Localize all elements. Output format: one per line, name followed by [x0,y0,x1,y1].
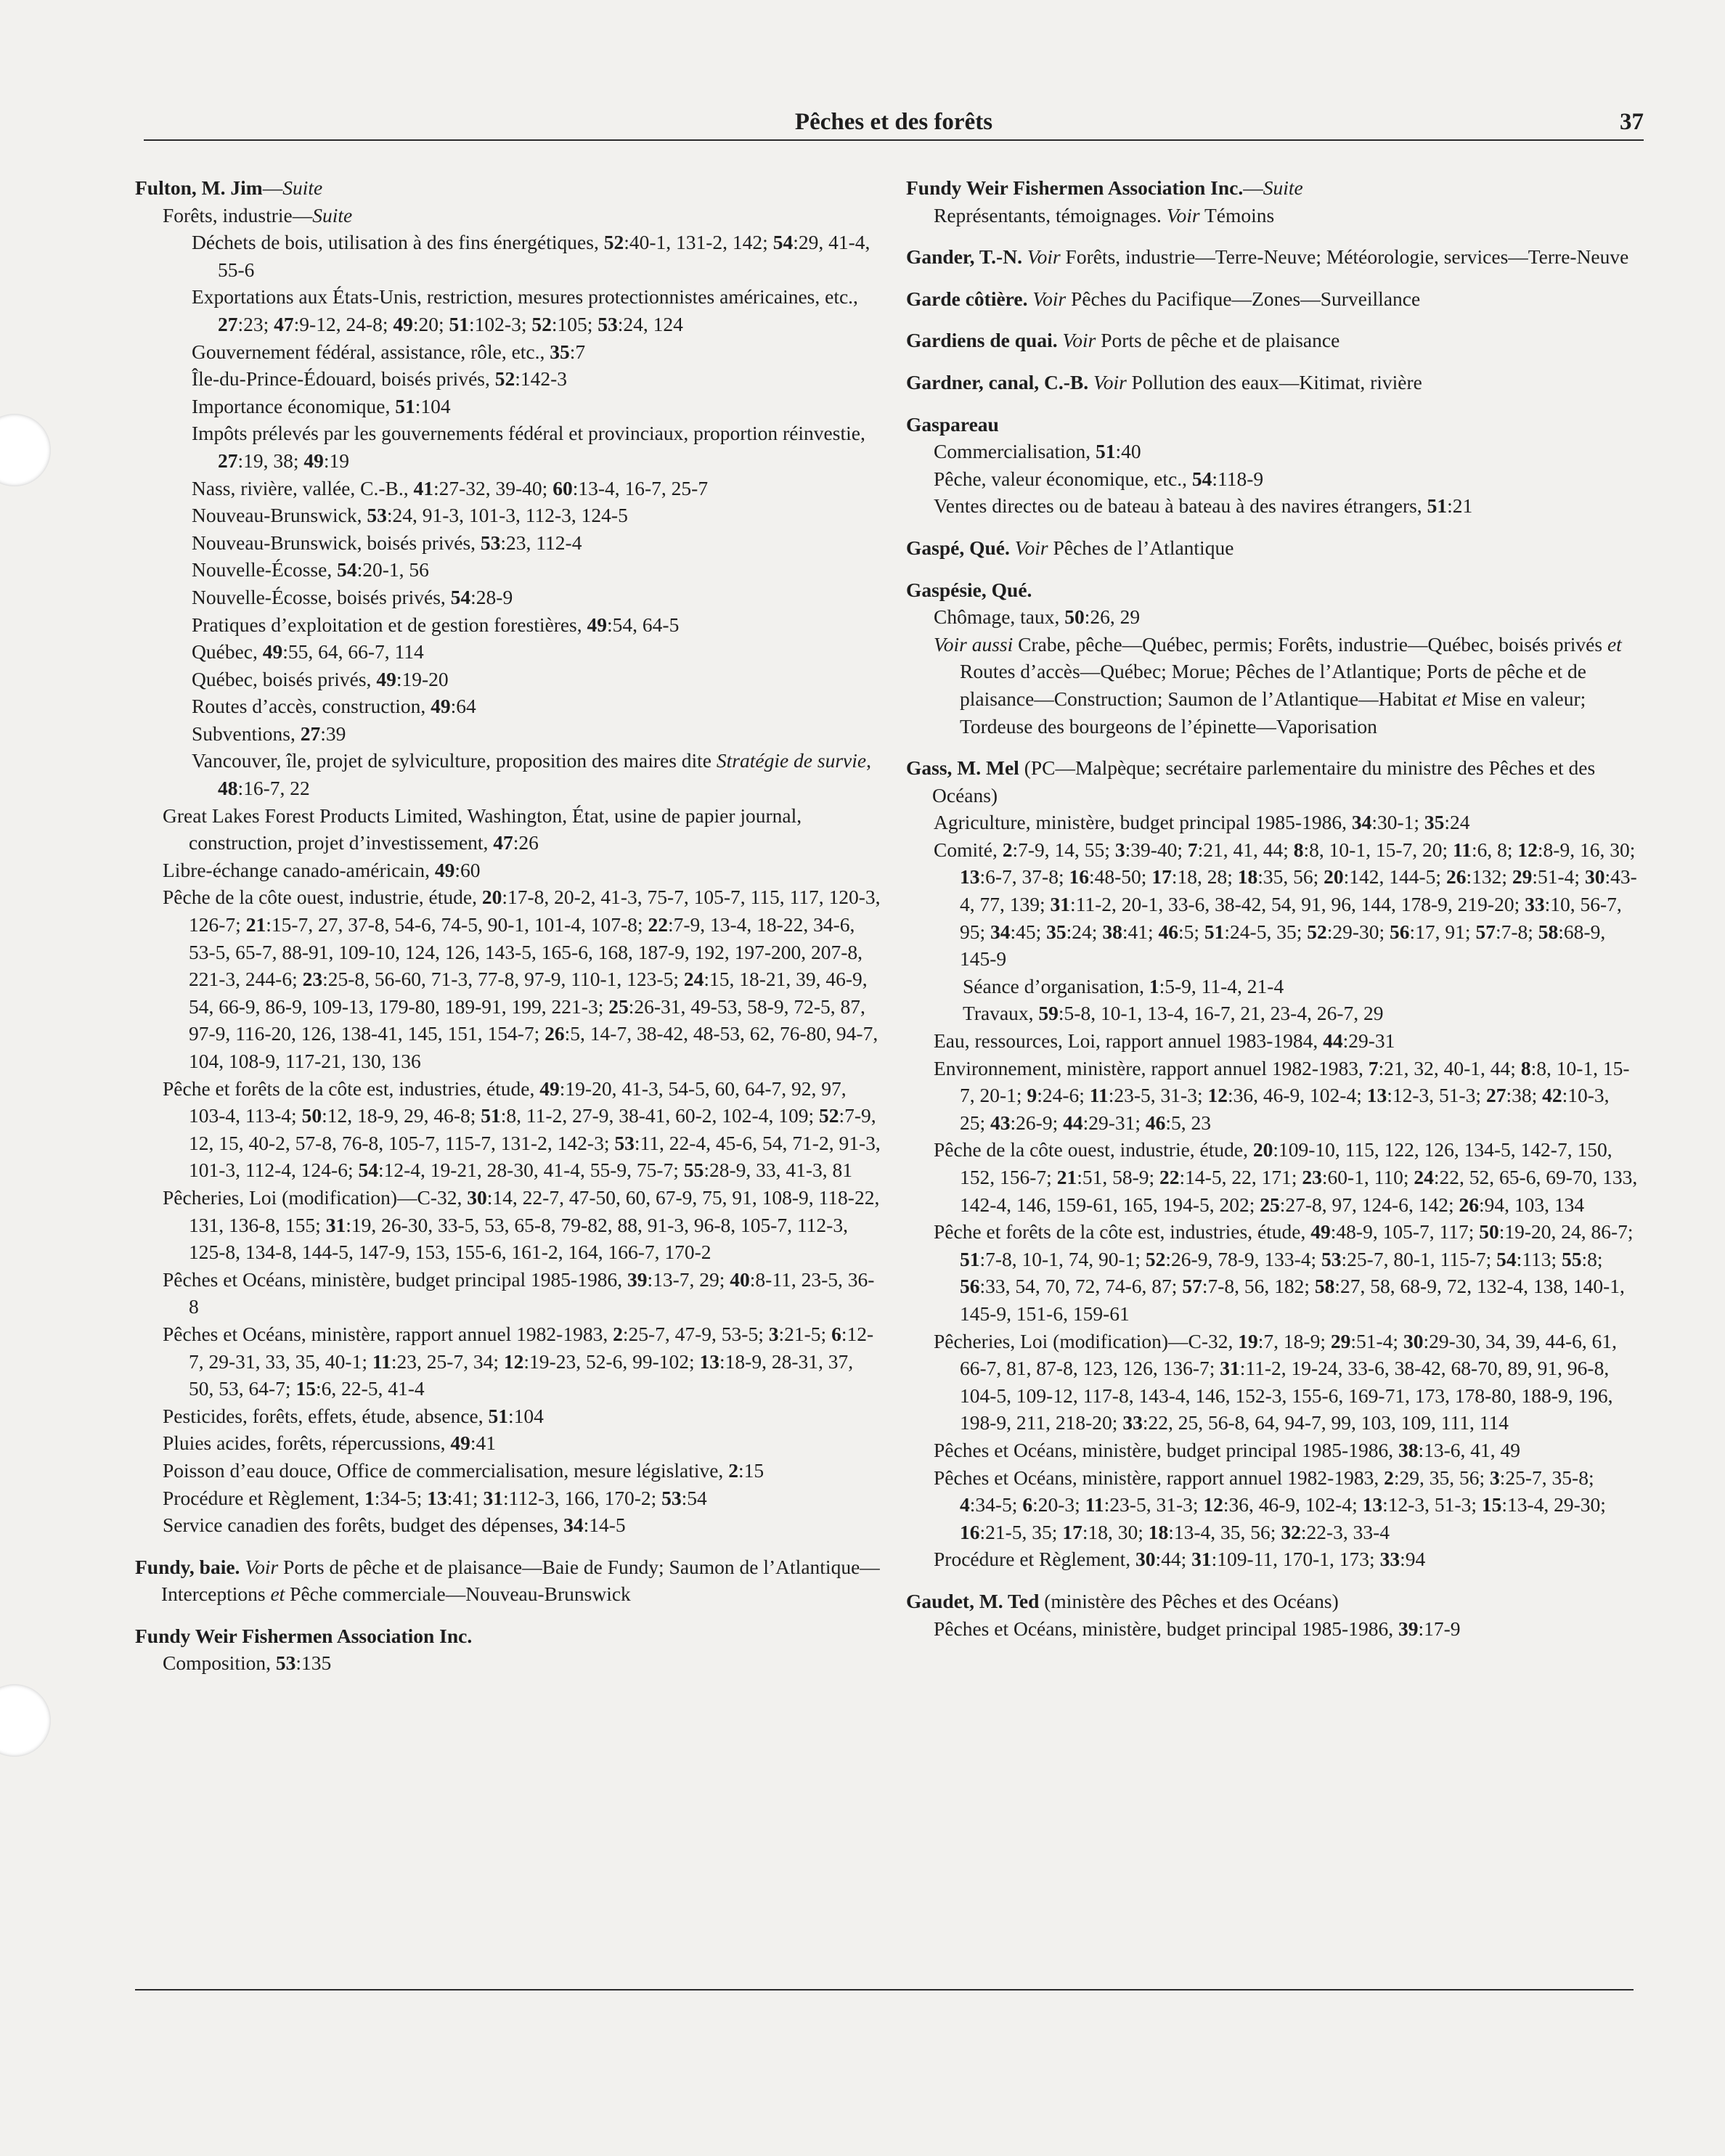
index-entry: Île-du-Prince-Édouard, boisés privés, 52:142-3 [192,367,568,391]
index-entry: Pêches et Océans, ministère, budget principal 1985-1986, 39:17-9 [934,1617,1461,1640]
index-entry: Pratiques d’exploitation et de gestion forestières, 49:54, 64-5 [192,613,680,636]
index-entry: Service canadien des forêts, budget des dépenses, 34:14-5 [163,1514,626,1537]
index-entry: Gaspésie, Qué. [906,578,1032,601]
index-entry: Gaudet, M. Ted (ministère des Pêches et des Océans) [906,1589,1339,1612]
index-entry: Procédure et Règlement, 30:44; 31:109-11, 170-1, 173; 33:94 [934,1548,1426,1571]
page-header [144,109,1644,144]
header-rule [144,139,1644,141]
index-entry: Exportations aux États-Unis, restriction, mesures protectionnistes américaines, etc., 27:23; 47:9-12, 24-8; 49:20; 51:102-3; 52:105; 53:24, 124 [192,285,858,335]
index-entry: Gouvernement fédéral, assistance, rôle, etc., 35:7 [192,340,586,363]
index-entry: Pluies acides, forêts, répercussions, 49:41 [163,1432,497,1455]
index-entry: Eau, ressources, Loi, rapport annuel 1983-1984, 44:29-31 [934,1029,1395,1053]
index-entry: Importance économique, 51:104 [192,394,451,417]
index-entry: Poisson d’eau douce, Office de commercialisation, mesure législative, 2:15 [163,1458,764,1482]
index-entry: Pêche, valeur économique, etc., 54:118-9 [934,467,1264,490]
index-column-left [135,174,883,1677]
index-entry: Pêche et forêts de la côte est, industries, étude, 49:19-20, 41-3, 54-5, 60, 64-7, 92, 97, 103-4, 113-4; 50:12, 18-9, 29, 46-8; 51:8, 11-2, 27-9, 38-41, 60-2, 102-4, 109; 52:7-9, 12, 15, 40-2, 57-8, 76-8, 105-7, 115-7, 131-2, 142-3; 53:11, 22-4, 45-6, 54, 71-2, 91-3, 101-3, 112-4, 124-6; 54:12-4, 19-21, 28-30, 41-4, 55-9, 75-7; 55:28-9, 33, 41-3, 81 [163,1077,881,1182]
index-entry: Pesticides, forêts, effets, étude, absence, 51:104 [163,1404,544,1427]
index-entry: Fundy Weir Fishermen Association Inc. [135,1624,473,1647]
index-entry: Pêche de la côte ouest, industrie, étude, 20:109-10, 115, 122, 126, 134-5, 142-7, 150, 152, 156-7; 21:51, 58-9; 22:14-5, 22, 171; 23:60-1, 110; 24:22, 52, 65-6, 69-70, 133, 142-4, 146, 159-61, 165, 194-5, 202; 25:27-8, 97, 124-6, 142; 26:94, 103, 134 [934,1138,1638,1216]
index-entry: Nouvelle-Écosse, boisés privés, 54:28-9 [192,585,513,608]
index-entry: Voir aussi Crabe, pêche—Québec, permis; Forêts, industrie—Québec, boisés privés et Routes d’accès—Québec; Morue; Pêches de l’Atlantique; Ports de pêche et de plaisance—Construction; Saumon de l’Atlantique—Habitat et Mise en valeur; Tordeuse des bourgeons de l’épinette—Vaporisation [934,632,1622,738]
index-entry: Gaspareau [906,412,999,436]
index-entry: Commercialisation, 51:40 [934,440,1141,463]
index-entry: Pêches et Océans, ministère, budget principal 1985-1986, 38:13-6, 41, 49 [934,1438,1521,1461]
index-entry: Garde côtière. Voir Pêches du Pacifique—Zones—Surveillance [906,287,1421,310]
index-entry: Ventes directes ou de bateau à bateau à des navires étrangers, 51:21 [934,494,1473,518]
index-entry: Pêches et Océans, ministère, budget principal 1985-1986, 39:13-7, 29; 40:8-11, 23-5, 36-8 [163,1267,875,1318]
index-entry: Pêche et forêts de la côte est, industries, étude, 49:48-9, 105-7, 117; 50:19-20, 24, 86-7; 51:7-8, 10-1, 74, 90-1; 52:26-9, 78-9, 133-4; 53:25-7, 80-1, 115-7; 54:113; 55:8; 56:33, 54, 70, 72, 74-6, 87; 57:7-8, 56, 182; 58:27, 58, 68-9, 72, 132-4, 138, 140-1, 145-9, 151-6, 159-61 [934,1220,1634,1325]
index-entry: Québec, 49:55, 64, 66-7, 114 [192,640,424,663]
index-entry: Vancouver, île, projet de sylviculture, proposition des maires dite Stratégie de survie, 48:16-7, 22 [192,749,871,800]
index-entry: Nouvelle-Écosse, 54:20-1, 56 [192,558,429,581]
index-entry: Gaspé, Qué. Voir Pêches de l’Atlantique [906,536,1234,559]
index-entry: Impôts prélevés par les gouvernements fédéral et provinciaux, proportion réinvestie, 27:19, 38; 49:19 [192,422,865,472]
index-entry: Gardner, canal, C.-B. Voir Pollution des eaux—Kitimat, rivière [906,370,1422,393]
index-entry: Pêche de la côte ouest, industrie, étude, 20:17-8, 20-2, 41-3, 75-7, 105-7, 115, 117, 120-3, 126-7; 21:15-7, 27, 37-8, 54-6, 74-5, 90-1, 101-4, 107-8; 22:7-9, 13-4, 18-22, 34-6, 53-5, 65-7, 88-91, 109-10, 124, 126, 143-5, 165-6, 168, 187-9, 192, 197-200, 207-8, 221-3, 244-6; 23:25-8, 56-60, 71-3, 77-8, 97-9, 110-1, 123-5; 24:15, 18-21, 39, 46-9, 54, 66-9, 86-9, 109-13, 179-80, 189-91, 199, 221-3; 25:26-31, 49-53, 58-9, 72-5, 87, 97-9, 116-20, 126, 138-41, 145, 151, 154-7; 26:5, 14-7, 38-42, 48-53, 62, 76-80, 94-7, 104, 108-9, 117-21, 130, 136 [163,886,881,1072]
index-entry: Forêts, industrie—Suite [163,203,353,226]
index-entry: Gass, M. Mel (PC—Malpèque; secrétaire parlementaire du ministre des Pêches et des Océans) [906,756,1596,807]
index-entry: Déchets de bois, utilisation à des fins énergétiques, 52:40-1, 131-2, 142; 54:29, 41-4, 55-6 [192,231,870,281]
index-entry: Pêcheries, Loi (modification)—C-32, 19:7, 18-9; 29:51-4; 30:29-30, 34, 39, 44-6, 61, 66-7, 81, 87-8, 123, 126, 136-7; 31:11-2, 19-24, 33-6, 38-42, 68-70, 89, 91, 96-8, 104-5, 109-12, 117-8, 143-4, 146, 152-3, 155-6, 169-71, 173, 178-80, 188-9, 196, 198-9, 211, 218-20; 33:22, 25, 56-8, 64, 94-7, 99, 103, 109, 111, 114 [934,1329,1618,1434]
index-entry: Libre-échange canado-américain, 49:60 [163,858,481,881]
index-entry: Composition, 53:135 [163,1651,332,1675]
index-entry: Nass, rivière, vallée, C.-B., 41:27-32, 39-40; 60:13-4, 16-7, 25-7 [192,476,709,499]
index-entry: Procédure et Règlement, 1:34-5; 13:41; 31:112-3, 166, 170-2; 53:54 [163,1486,707,1509]
page-title: Pêches et des forêts [794,109,993,135]
index-entry: Routes d’accès, construction, 49:64 [192,695,476,718]
index-entry: Pêches et Océans, ministère, rapport annuel 1982-1983, 2:29, 35, 56; 3:25-7, 35-8; 4:34-5; 6:20-3; 11:23-5, 31-3; 12:36, 46-9, 102-4; 13:12-3, 51-3; 15:13-4, 29-30; 16:21-5, 35; 17:18, 30; 18:13-4, 35, 56; 32:22-3, 33-4 [934,1466,1606,1543]
index-entry: Comité, 2:7-9, 14, 55; 3:39-40; 7:21, 41, 44; 8:8, 10-1, 15-7, 20; 11:6, 8; 12:8-9, 16, 30; 13:6-7, 37-8; 16:48-50; 17:18, 28; 18:35, 56; 20:142, 144-5; 26:132; 29:51-4; 30:43-4, 77, 139; 31:11-2, 20-1, 33-6, 38-42, 54, 91, 96, 144, 178-9, 219-20; 33:10, 56-7, 95; 34:45; 35:24; 38:41; 46:5; 51:24-5, 35; 52:29-30; 56:17, 91; 57:7-8; 58:68-9, 145-9 [934,838,1637,971]
page-number: 37 [1620,109,1644,135]
index-entry: Environnement, ministère, rapport annuel 1982-1983, 7:21, 32, 40-1, 44; 8:8, 10-1, 15-7, 20-1; 9:24-6; 11:23-5, 31-3; 12:36, 46-9, 102-4; 13:12-3, 51-3; 27:38; 42:10-3, 25; 43:26-9; 44:29-31; 46:5, 23 [934,1056,1630,1134]
index-entry: Séance d’organisation, 1:5-9, 11-4, 21-4 [963,974,1284,997]
index-entry: Chômage, taux, 50:26, 29 [934,605,1141,629]
index-entry: Travaux, 59:5-8, 10-1, 13-4, 16-7, 21, 23-4, 26-7, 29 [963,1002,1384,1025]
index-entry: Nouveau-Brunswick, boisés privés, 53:23, 112-4 [192,531,582,554]
index-entry: Gardiens de quai. Voir Ports de pêche et de plaisance [906,329,1340,352]
index-entry: Gander, T.-N. Voir Forêts, industrie—Terre-Neuve; Météorologie, services—Terre-Neuve [906,245,1629,269]
index-entry: Représentants, témoignages. Voir Témoins [934,203,1275,226]
index-entry: Nouveau-Brunswick, 53:24, 91-3, 101-3, 112-3, 124-5 [192,504,628,527]
index-entry: Fundy, baie. Voir Ports de pêche et de plaisance—Baie de Fundy; Saumon de l’Atlantique—Interceptions et Pêche commerciale—Nouveau-Brunswick [135,1555,880,1606]
index-entry: Subventions, 27:39 [192,722,346,745]
punch-hole-bottom [0,1684,51,1757]
index-entry: Agriculture, ministère, budget principal 1985-1986, 34:30-1; 35:24 [934,811,1470,834]
punch-hole-top [0,414,51,486]
index-entry: Québec, boisés privés, 49:19-20 [192,667,449,690]
index-entry: Pêcheries, Loi (modification)—C-32, 30:14, 22-7, 47-50, 60, 67-9, 75, 91, 108-9, 118-22, 131, 136-8, 155; 31:19, 26-30, 33-5, 53, 65-8, 79-82, 88, 91-3, 96-8, 105-7, 112-3, 125-8, 134-8, 144-5, 147-9, 153, 155-6, 161-2, 164, 166-7, 170-2 [163,1185,880,1264]
index-column-right [906,174,1639,1642]
index-entry: Pêches et Océans, ministère, rapport annuel 1982-1983, 2:25-7, 47-9, 53-5; 3:21-5; 6:12-7, 29-31, 33, 35, 40-1; 11:23, 25-7, 34; 12:19-23, 52-6, 99-102; 13:18-9, 28-31, 37, 50, 53, 64-7; 15:6, 22-5, 41-4 [163,1322,874,1400]
index-entry: Great Lakes Forest Products Limited, Washington, État, usine de papier journal, construction, projet d’investissement, 47:26 [163,804,802,854]
index-entry: Fundy Weir Fishermen Association Inc.—Suite [906,176,1303,199]
index-entry: Fulton, M. Jim—Suite [135,176,323,199]
footer-rule [135,1989,1634,1990]
